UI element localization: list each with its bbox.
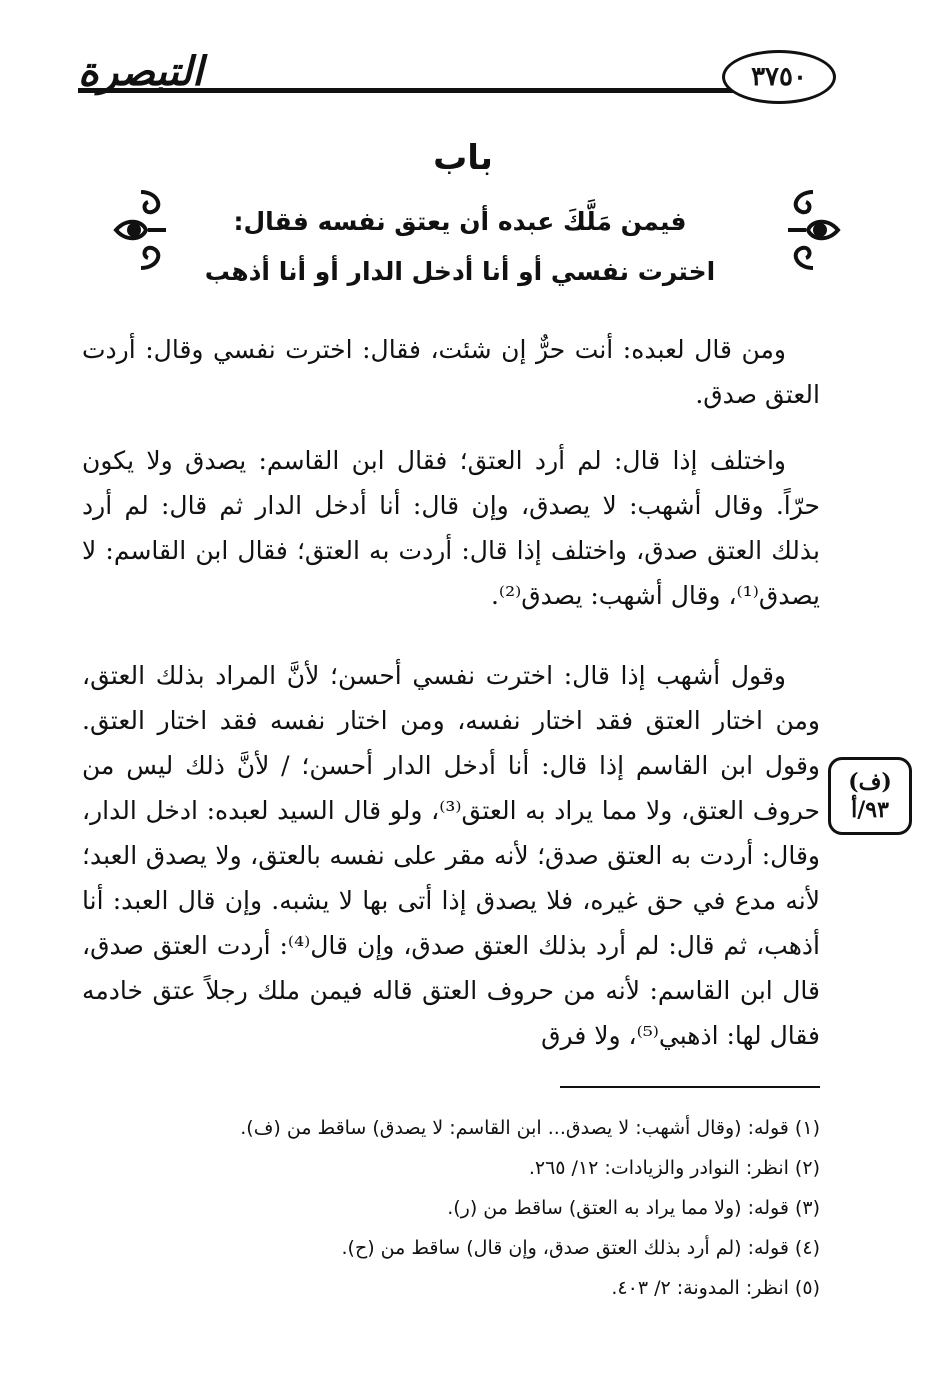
book-title: التبصرة	[78, 48, 204, 95]
paragraph-1: ومن قال لعبده: أنت حرٌّ إن شئت، فقال: اخترت نفسي وقال: أردت العتق صدق.	[82, 335, 820, 409]
footnote-2: (٢) انظر: النوادر والزيادات: ١٢/ ٢٦٥.	[528, 1157, 820, 1179]
page-number: ٣٧٥٠	[751, 62, 807, 92]
ornament-right-icon	[782, 188, 844, 272]
page-number-oval	[722, 50, 836, 104]
footnote-5: (٥) انظر: المدونة: ٢/ ٤٠٣.	[611, 1277, 820, 1299]
paragraph-3: وقول أشهب إذا قال: اخترت نفسي أحسن؛ لأنَّ المراد بذلك العتق، ومن اختار العتق فقد اختار نفسه، ومن اختار نفسه فقد اختار العتق. وقول ابن القاسم إذا قال: أنا أدخل الدار أحسن؛ / لأنَّ ذلك ليس من حروف العتق، ولا مما يراد به العتق⁽³⁾، ولو قال السيد لعبده: ادخل الدار، وقال: أردت به العتق صدق؛ لأنه مقر على نفسه بالعتق، ولا يصدق العبد؛ لأنه مدع في حق غيره، فلا يصدق إذا أتى بها لا يشبه. وإن قال العبد: أنا أذهب، ثم قال: لم أرد بذلك العتق صدق، وإن قال⁽⁴⁾: أردت العتق صدق، قال ابن القاسم: لأنه من حروف العتق قاله فيمن ملك رجلاً عتق خادمه فقال لها: اذهبي⁽⁵⁾، ولا فرق	[82, 661, 820, 1050]
paragraph-2: واختلف إذا قال: لم أرد العتق؛ فقال ابن القاسم: يصدق ولا يكون حرّاً. وقال أشهب: لا يصدق، وإن قال: أنا أدخل الدار ثم قال: لم أرد بذلك العتق صدق، واختلف إذا قال: أردت به العتق؛ فقال ابن القاسم: لا يصدق⁽¹⁾، وقال أشهب: يصدق⁽²⁾.	[82, 446, 820, 610]
chapter-title-line-1: فيمن مَلَّكَ عبده أن يعتق نفسه فقال:	[233, 207, 687, 236]
manuscript-margin-box	[828, 757, 912, 835]
ornament-left-icon	[110, 188, 172, 272]
footnote-rule	[560, 1086, 820, 1088]
margin-note-line-1: (ف)	[848, 769, 892, 795]
footnote-1: (١) قوله: (وقال أشهب: لا يصدق... ابن القاسم: لا يصدق) ساقط من (ف).	[240, 1117, 820, 1139]
margin-note-line-2: ٩٣/أ	[851, 797, 889, 823]
footnote-4: (٤) قوله: (لم أرد بذلك العتق صدق، وإن قال) ساقط من (ح).	[341, 1237, 820, 1259]
chapter-heading: باب	[433, 138, 493, 178]
footnote-3: (٣) قوله: (ولا مما يراد به العتق) ساقط من (ر).	[447, 1197, 820, 1219]
footnote-list	[82, 1108, 820, 1308]
chapter-title-line-2: اخترت نفسي أو أنا أدخل الدار أو أنا أذهب	[204, 257, 716, 286]
